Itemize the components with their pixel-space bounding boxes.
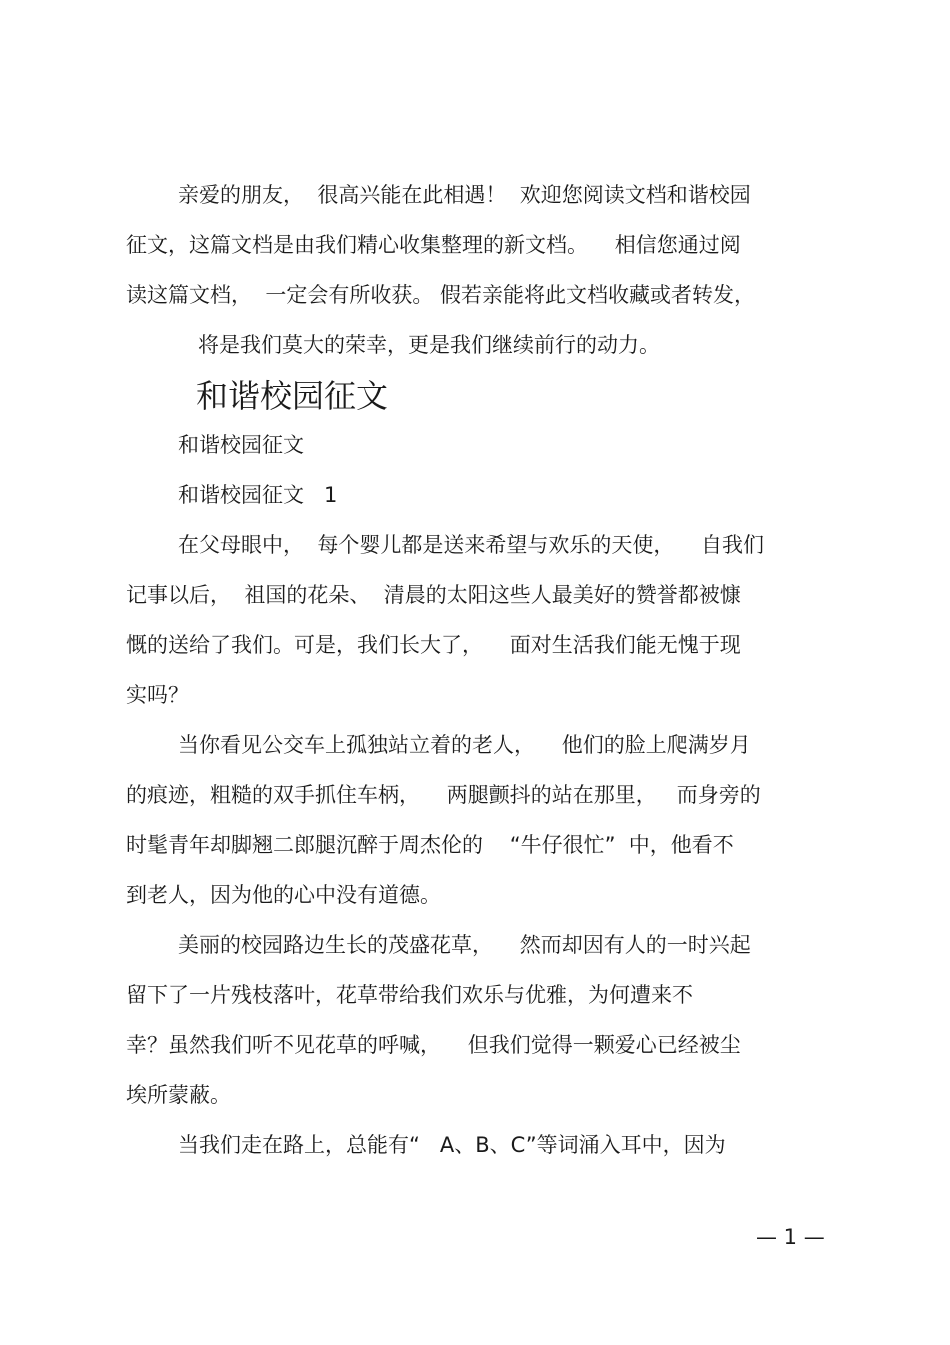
body-line-7: 时髦青年却脚翘二郎腿沉醉于周杰伦的 “牛仔很忙” 中，他看不 — [126, 833, 734, 857]
page-number: — 1 — — [756, 1225, 825, 1249]
body-line-2: 记事以后， 祖国的花朵、 清晨的太阳这些人最美好的赞誉都被慷 — [126, 583, 741, 607]
body-line-12: 埃所蒙蔽。 — [126, 1083, 231, 1107]
body-line-5: 当你看见公交车上孤独站立着的老人， 他们的脸上爬满岁月 — [178, 733, 751, 757]
subtitle: 和谐校园征文 — [178, 433, 304, 457]
body-line-13: 当我们走在路上，总能有“ A、B、C”等词涌入耳中，因为 — [178, 1133, 726, 1157]
intro-line-4: 将是我们莫大的荣幸，更是我们继续前行的动力。 — [198, 333, 660, 357]
body-line-9: 美丽的校园路边生长的茂盛花草， 然而却因有人的一时兴起 — [178, 933, 751, 957]
intro-line-2: 征文，这篇文档是由我们精心收集整理的新文档。 相信您通过阅 — [126, 233, 741, 257]
section-heading: 和谐校园征文 1 — [178, 483, 338, 507]
body-line-1: 在父母眼中， 每个婴儿都是送来希望与欢乐的天使， 自我们 — [178, 533, 765, 557]
body-line-6: 的痕迹，粗糙的双手抓住车柄， 两腿颤抖的站在那里， 而身旁的 — [126, 783, 761, 807]
body-line-10: 留下了一片残枝落叶，花草带给我们欢乐与优雅，为何遭来不 — [126, 983, 693, 1007]
intro-line-1: 亲爱的朋友， 很高兴能在此相遇！ 欢迎您阅读文档和谐校园 — [178, 183, 751, 207]
body-line-8: 到老人，因为他的心中没有道德。 — [126, 883, 441, 907]
body-line-3: 慨的送给了我们。可是，我们长大了， 面对生活我们能无愧于现 — [126, 633, 741, 657]
body-line-11: 幸？虽然我们听不见花草的呼喊， 但我们觉得一颗爱心已经被尘 — [126, 1033, 741, 1057]
intro-line-3: 读这篇文档， 一定会有所收获。 假若亲能将此文档收藏或者转发， — [126, 283, 756, 307]
body-line-4: 实吗？ — [126, 683, 189, 707]
document-title: 和谐校园征文 — [196, 377, 389, 415]
